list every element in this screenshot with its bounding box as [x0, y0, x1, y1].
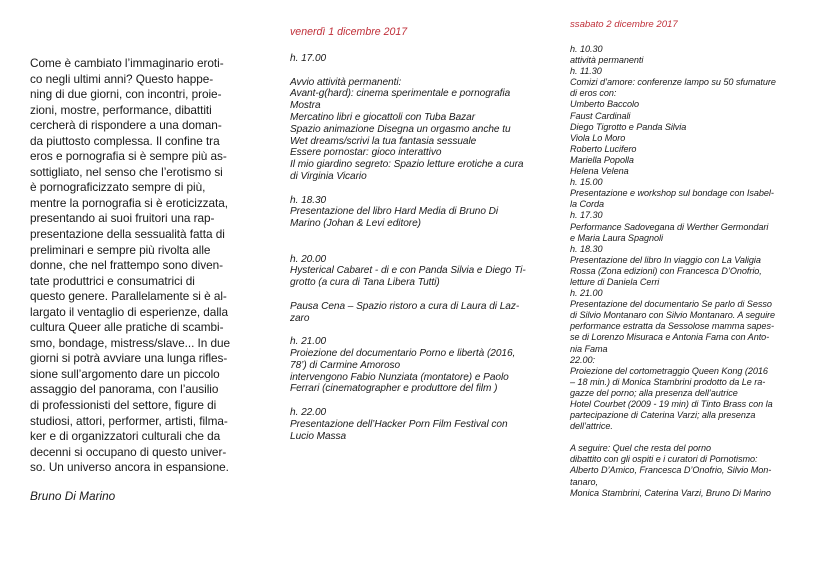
program-line: Il mio giardino segreto: Spazio letture erotiche a cura: [290, 159, 524, 171]
program-line: Pausa Cena – Spazio ristoro a cura di Laura di Laz-: [290, 300, 520, 312]
program-line: partecipazione di Caterina Varzi; alla presenza: [570, 410, 756, 421]
intro-line: sottigliato, nel senso che l’erotismo si: [30, 164, 223, 179]
program-line: e Maria Laura Spagnoli: [570, 232, 663, 243]
program-block: [290, 254, 552, 289]
program-block: [290, 53, 552, 65]
intro-line: preliminari e sempre più rivolta alle: [30, 242, 211, 257]
program-line: h. 18.30: [290, 194, 327, 206]
intro-line: da piuttosto complessa. Il confine tra: [30, 133, 220, 148]
intro-line: co negli ultimi anni? Questo happe-: [30, 71, 214, 86]
program-block: [290, 407, 552, 442]
intro-line: mentre la pornografia si è eroticizzata,: [30, 195, 228, 210]
program-line: gazze del porno; alla presenza dell’autrice: [570, 387, 738, 398]
program-line: Wet dreams/scrivi la tua fantasia sessuale: [290, 135, 477, 147]
program-line: Proiezione del documentario Porno e libertà (2016,: [290, 347, 516, 359]
program-line: Mostra: [290, 100, 321, 112]
program-line: grotto (a cura di Tana Libera Tutti): [290, 277, 440, 289]
program-line: Umberto Baccolo: [570, 99, 639, 110]
program-line: Lucio Massa: [290, 430, 347, 442]
program-line: attività permanenti: [570, 55, 644, 66]
saturday-heading: ssabato 2 dicembre 2017: [570, 19, 678, 30]
intro-line: giorni si potrà avviare una lunga rifles-: [30, 351, 228, 366]
intro-line: zioni, mostre, performance, dibattiti: [30, 102, 212, 117]
program-line: h. 15.00: [570, 177, 603, 188]
program-line: letture di Daniela Cerri: [570, 276, 660, 287]
program-line: dell’attrice.: [570, 421, 613, 432]
program-line: h. 22.00: [290, 406, 327, 418]
program-line: Performance Sadovegana di Werther Germondari: [570, 221, 769, 232]
program-line: Presentazione dell’Hacker Porn Film Festival con: [290, 418, 508, 430]
intro-line: cercherà di rispondere a una doman-: [30, 118, 222, 133]
program-line: di eros con:: [570, 88, 617, 99]
program-line: – 18 min.) di Monica Stambrini prodotto da Le ra-: [570, 376, 766, 387]
program-line: se di Lorenzo Misuraca e Antonia Fama con Anto-: [570, 332, 770, 343]
friday-heading: venerdì 1 dicembre 2017: [290, 26, 408, 38]
program-line: h. 17.00: [290, 53, 327, 64]
author-signature: Bruno Di Marino: [30, 488, 116, 503]
program-line: intervengono Fabio Nunziata (montatore) e Paolo: [290, 371, 509, 383]
intro-line: questo genere. Parallelamente si è al-: [30, 289, 227, 304]
program-line: 22.00:: [570, 354, 595, 365]
saturday-program: [570, 44, 820, 499]
program-line: Avant-g(hard): cinema sperimentale e pornografia: [290, 88, 511, 100]
program-line: di Virginia Vicario: [290, 170, 367, 182]
program-block: [290, 336, 552, 395]
program-line: Marino (Johan & Levi editore): [290, 218, 421, 230]
intro-line: largato il ventaglio di esperienze, dalla: [30, 304, 228, 319]
intro-line: tate produttrici e consumatrici di: [30, 273, 195, 288]
program-line: dibattito con gli ospiti e i curatori di Pornotismo:: [570, 454, 758, 465]
program-line: Presentazione e workshop sul bondage con Isabel-: [570, 188, 774, 199]
program-line: Hotel Courbet (2009 - 19 min) di Tinto Brass con la: [570, 399, 773, 409]
program-line: Helena Velena: [570, 166, 629, 177]
intro-column: [30, 56, 262, 503]
program-line: h. 21.00: [570, 288, 603, 299]
program-line: h. 18.30: [570, 243, 603, 254]
intro-line: ning di due giorni, con incontri, proie-: [30, 87, 222, 102]
program-line: h. 11.30: [570, 66, 602, 77]
program-line: h. 21.00: [290, 336, 327, 348]
program-block: [290, 195, 552, 230]
program-line: di Silvio Montanaro con Silvio Montanaro. A seguire: [570, 310, 776, 321]
program-line: Roberto Lucifero: [570, 143, 637, 154]
program-line: Rossa (Zona edizioni) con Francesca D’Onofrio,: [570, 265, 762, 276]
program-line: Spazio animazione Disegna un orgasmo anche tu: [290, 123, 511, 135]
program-line: h. 10.30: [570, 44, 603, 54]
intro-line: studiosi, attori, performer, artisti, filma-: [30, 413, 228, 428]
intro-line: cultura Queer alle pratiche di scambi-: [30, 320, 224, 335]
program-line: Mercatino libri e giocattoli con Tuba Bazar: [290, 111, 476, 123]
program-line: Alberto D’Amico, Francesca D’Onofrio, Silvio Mon-: [570, 465, 772, 476]
intro-line: sione sull’argomento dare un piccolo: [30, 366, 220, 381]
program-block: [570, 44, 820, 432]
program-line: Essere pornostar: gioco interattivo: [290, 147, 442, 159]
program-line: Presentazione del libro In viaggio con La Valigia: [570, 254, 761, 265]
program-line: Presentazione del documentario Se parlo di Sesso: [570, 299, 772, 310]
program-block: [290, 301, 552, 325]
intro-line: presentazione della sessualità fatta di: [30, 227, 225, 242]
program-line: Viola Lo Moro: [570, 132, 626, 143]
program-line: Comizi d’amore: conferenze lampo su 50 sfumature: [570, 77, 776, 88]
program-line: Proiezione del cortometraggio Queen Kong (2016: [570, 365, 768, 376]
intro-line: ker e di organizzatori culturali che da: [30, 429, 221, 444]
intro-line: eros e pornografia si è sempre più as-: [30, 149, 227, 164]
program-line: nia Fama: [570, 343, 608, 354]
program-line: Mariella Popolla: [570, 154, 634, 165]
program-line: Faust Cardinali: [570, 110, 631, 121]
program-line: A seguire: Quel che resta del porno: [570, 443, 711, 454]
intro-line: è pornograficizzato sempre di più,: [30, 180, 206, 195]
intro-line: Come è cambiato l’immaginario eroti-: [30, 56, 224, 70]
intro-line: assaggio del panorama, con l’ausilio: [30, 382, 219, 397]
program-line: 78’) di Carmine Amoroso: [290, 359, 401, 371]
program-line: Monica Stambrini, Caterina Varzi, Bruno Di Marino: [570, 487, 771, 498]
intro-line: di professionisti del settore, figure di: [30, 398, 217, 413]
program-line: zaro: [290, 312, 310, 324]
intro-line: smo, bondage, mistress/slave... In due: [30, 335, 231, 350]
saturday-schedule-column: [570, 18, 820, 499]
friday-program: [290, 53, 552, 442]
intro-line: presentando ai suoi fruitori una rap-: [30, 211, 215, 226]
program-line: Diego Tigrotto e Panda Silvia: [570, 121, 687, 132]
program-line: tanaro,: [570, 476, 598, 487]
program-line: h. 17.30: [570, 210, 603, 221]
friday-schedule-column: [290, 26, 552, 442]
program-line: Hysterical Cabaret - di e con Panda Silvia e Diego Ti-: [290, 265, 526, 277]
program-line: performance estratta da Sessolose mamma sapes-: [570, 321, 774, 332]
intro-paragraph: [30, 56, 262, 476]
program-block: [290, 77, 552, 183]
program-line: Presentazione del libro Hard Media di Bruno Di: [290, 206, 499, 218]
program-line: la Corda: [570, 199, 604, 210]
program-line: Ferrari (cinematographer e produttore del film ): [290, 383, 498, 395]
program-block: [570, 443, 820, 498]
intro-line: decenni si occupano di questo univer-: [30, 444, 227, 459]
program-line: h. 20.00: [290, 253, 327, 265]
program-line: Avvio attività permanenti:: [290, 76, 402, 88]
intro-line: so. Un universo ancora in espansione.: [30, 460, 229, 475]
intro-line: donne, che nel frattempo sono diven-: [30, 258, 223, 273]
